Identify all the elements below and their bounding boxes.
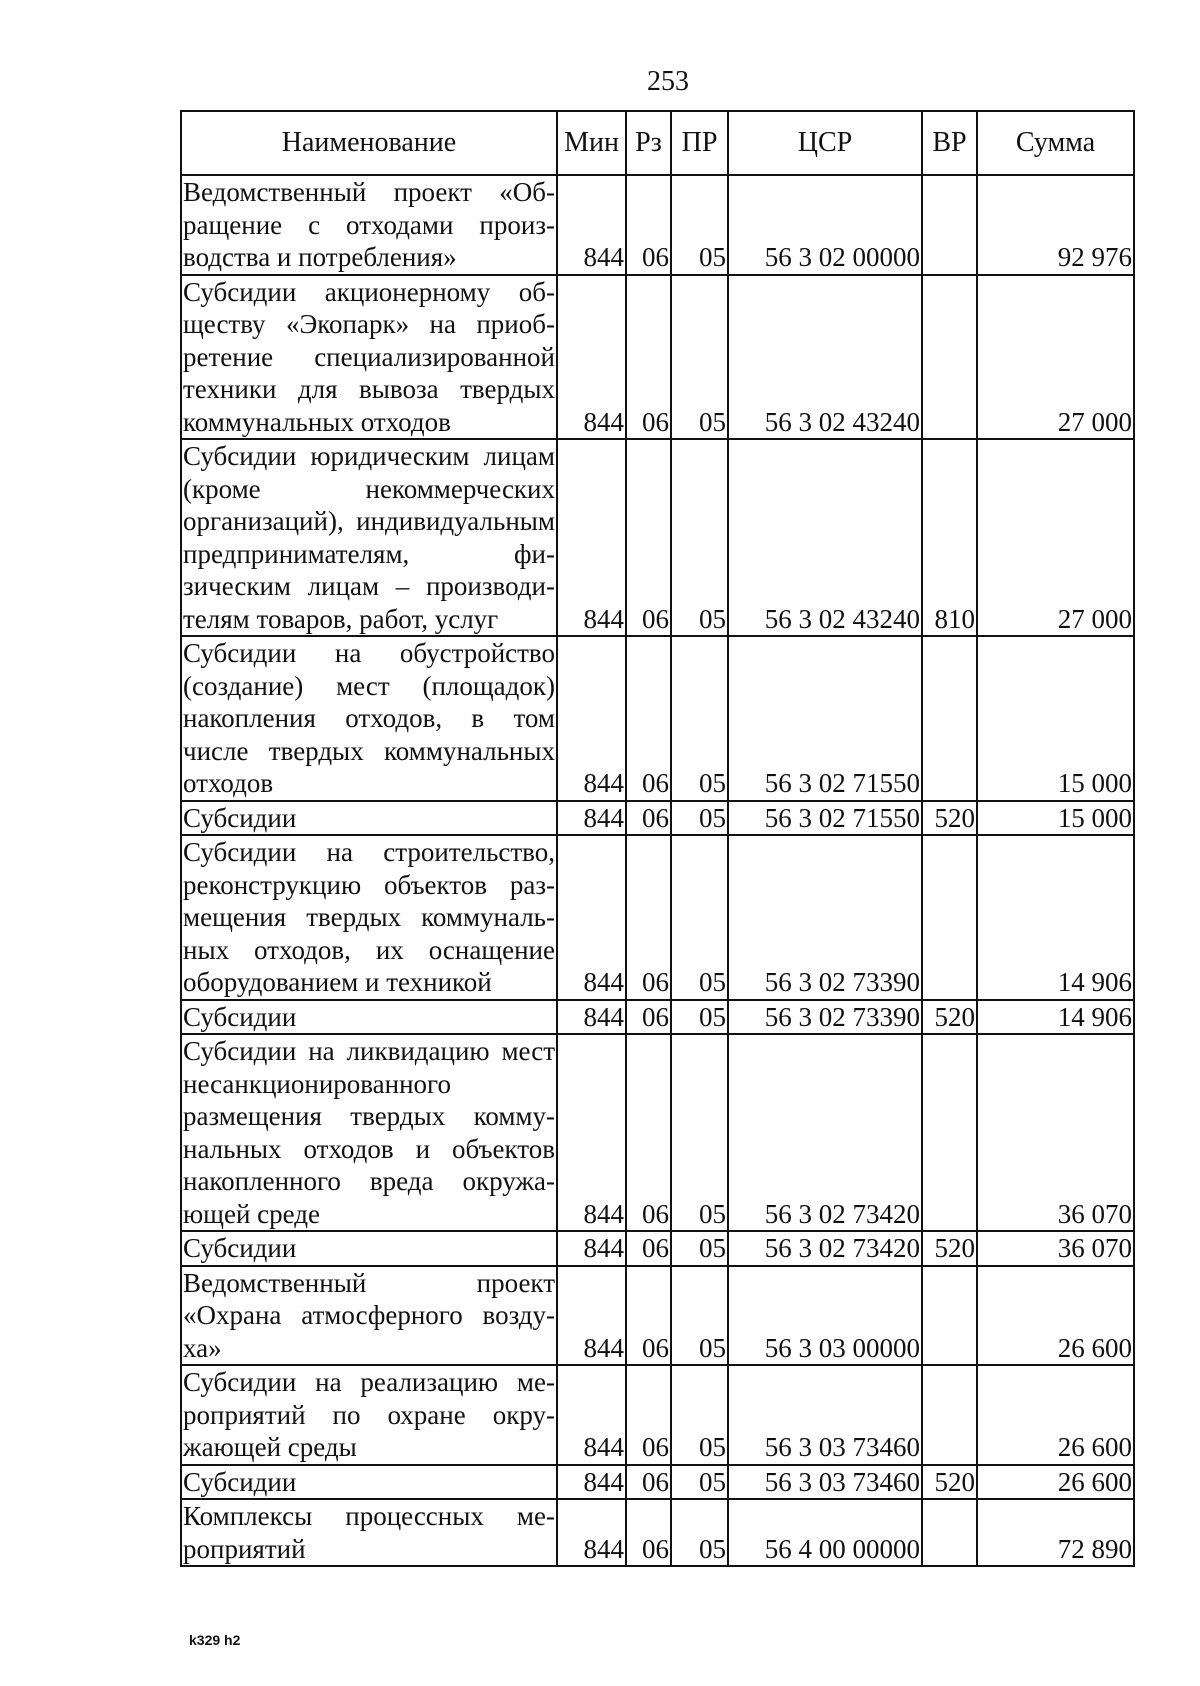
table-row xyxy=(181,1000,1134,1035)
row-sum: 14 906 xyxy=(977,835,1134,1000)
row-vr xyxy=(922,1266,977,1366)
row-sum: 92 976 xyxy=(977,175,1134,275)
footer-code: k329 h2 xyxy=(189,1632,241,1648)
row-rz: 06 xyxy=(626,1231,671,1266)
row-csr: 56 3 02 73390 xyxy=(728,835,922,1000)
table-row xyxy=(181,439,1134,636)
row-rz: 06 xyxy=(626,175,671,275)
row-min: 844 xyxy=(557,636,626,801)
row-csr: 56 3 02 73420 xyxy=(728,1034,922,1231)
table-row xyxy=(181,801,1134,836)
row-vr: 520 xyxy=(922,801,977,836)
table-row xyxy=(181,1231,1134,1266)
table-row xyxy=(181,275,1134,440)
page-number: 253 xyxy=(647,66,689,97)
row-sum: 72 890 xyxy=(977,1499,1134,1566)
row-name: Ведомственный проект «Обращение с отходами производства и потребления» xyxy=(181,175,557,275)
row-csr: 56 3 02 71550 xyxy=(728,801,922,836)
row-name: Субсидии на строительство, реконструкцию объектов размещения твердых коммунальных отходов, их оснащение оборудованием и техникой xyxy=(181,835,557,1000)
row-vr: 810 xyxy=(922,439,977,636)
row-rz: 06 xyxy=(626,439,671,636)
row-sum: 36 070 xyxy=(977,1231,1134,1266)
table-row xyxy=(181,1034,1134,1231)
row-min: 844 xyxy=(557,1266,626,1366)
header-vr: ВР xyxy=(922,111,977,175)
row-pr: 05 xyxy=(671,275,728,440)
row-vr xyxy=(922,835,977,1000)
row-name: Субсидии xyxy=(181,801,557,836)
row-vr: 520 xyxy=(922,1231,977,1266)
row-name: Комплексы процессных мероприятий xyxy=(181,1499,557,1566)
row-pr: 05 xyxy=(671,1000,728,1035)
row-sum: 26 600 xyxy=(977,1365,1134,1465)
row-rz: 06 xyxy=(626,1034,671,1231)
header-row xyxy=(181,111,1134,175)
row-rz: 06 xyxy=(626,636,671,801)
table-row xyxy=(181,175,1134,275)
row-vr: 520 xyxy=(922,1000,977,1035)
row-sum: 15 000 xyxy=(977,801,1134,836)
row-pr: 05 xyxy=(671,1365,728,1465)
row-pr: 05 xyxy=(671,1034,728,1231)
row-rz: 06 xyxy=(626,801,671,836)
row-csr: 56 3 02 73390 xyxy=(728,1000,922,1035)
row-csr: 56 3 03 73460 xyxy=(728,1465,922,1500)
row-csr: 56 3 02 00000 xyxy=(728,175,922,275)
row-min: 844 xyxy=(557,275,626,440)
header-rz: Рз xyxy=(626,111,671,175)
header-csr: ЦСР xyxy=(728,111,922,175)
row-name: Субсидии на ликвидацию мест несанкционированного размещения твердых коммунальных отходов и объектов накопленного вреда окружающей среде xyxy=(181,1034,557,1231)
row-name: Субсидии на реализацию мероприятий по охране окружающей среды xyxy=(181,1365,557,1465)
row-min: 844 xyxy=(557,1499,626,1566)
row-pr: 05 xyxy=(671,1231,728,1266)
row-pr: 05 xyxy=(671,636,728,801)
row-min: 844 xyxy=(557,1000,626,1035)
row-csr: 56 3 02 43240 xyxy=(728,439,922,636)
table-row xyxy=(181,636,1134,801)
row-min: 844 xyxy=(557,1231,626,1266)
row-vr xyxy=(922,1034,977,1231)
row-min: 844 xyxy=(557,439,626,636)
row-sum: 26 600 xyxy=(977,1266,1134,1366)
row-min: 844 xyxy=(557,801,626,836)
table-row xyxy=(181,1465,1134,1500)
table-row xyxy=(181,1365,1134,1465)
row-name: Субсидии xyxy=(181,1231,557,1266)
row-sum: 15 000 xyxy=(977,636,1134,801)
row-sum: 27 000 xyxy=(977,275,1134,440)
row-name: Субсидии юридическим лицам (кроме некоммерческих организаций), индивидуальным предпринимателям, физическим лицам – производителям товаров, работ, услуг xyxy=(181,439,557,636)
row-csr: 56 4 00 00000 xyxy=(728,1499,922,1566)
table-row xyxy=(181,1499,1134,1566)
row-vr: 520 xyxy=(922,1465,977,1500)
row-csr: 56 3 02 73420 xyxy=(728,1231,922,1266)
row-sum: 36 070 xyxy=(977,1034,1134,1231)
row-vr xyxy=(922,1365,977,1465)
row-vr xyxy=(922,275,977,440)
row-sum: 26 600 xyxy=(977,1465,1134,1500)
header-min: Мин xyxy=(557,111,626,175)
header-sum: Сумма xyxy=(977,111,1134,175)
row-vr xyxy=(922,1499,977,1566)
header-name: Наименование xyxy=(181,111,557,175)
row-pr: 05 xyxy=(671,835,728,1000)
row-min: 844 xyxy=(557,1365,626,1465)
row-pr: 05 xyxy=(671,175,728,275)
table-row xyxy=(181,835,1134,1000)
header-pr: ПР xyxy=(671,111,728,175)
row-name: Субсидии xyxy=(181,1465,557,1500)
row-rz: 06 xyxy=(626,1266,671,1366)
row-csr: 56 3 02 43240 xyxy=(728,275,922,440)
row-rz: 06 xyxy=(626,1000,671,1035)
row-pr: 05 xyxy=(671,439,728,636)
row-pr: 05 xyxy=(671,1465,728,1500)
row-min: 844 xyxy=(557,1034,626,1231)
table-row xyxy=(181,1266,1134,1366)
row-rz: 06 xyxy=(626,1365,671,1465)
row-name: Ведомственный проект «Охрана атмосферного воздуха» xyxy=(181,1266,557,1366)
budget-table xyxy=(180,110,1135,1567)
row-sum: 14 906 xyxy=(977,1000,1134,1035)
row-min: 844 xyxy=(557,175,626,275)
row-min: 844 xyxy=(557,1465,626,1500)
row-pr: 05 xyxy=(671,1266,728,1366)
row-rz: 06 xyxy=(626,1499,671,1566)
row-rz: 06 xyxy=(626,835,671,1000)
row-rz: 06 xyxy=(626,1465,671,1500)
row-csr: 56 3 02 71550 xyxy=(728,636,922,801)
row-name: Субсидии акционерному обществу «Экопарк» на приобретение специализированной техники для вывоза твердых коммунальных отходов xyxy=(181,275,557,440)
row-name: Субсидии xyxy=(181,1000,557,1035)
row-name: Субсидии на обустройство (создание) мест (площадок) накопления отходов, в том числе твердых коммунальных отходов xyxy=(181,636,557,801)
row-min: 844 xyxy=(557,835,626,1000)
row-pr: 05 xyxy=(671,801,728,836)
row-vr xyxy=(922,636,977,801)
row-csr: 56 3 03 73460 xyxy=(728,1365,922,1465)
row-pr: 05 xyxy=(671,1499,728,1566)
row-csr: 56 3 03 00000 xyxy=(728,1266,922,1366)
row-rz: 06 xyxy=(626,275,671,440)
row-sum: 27 000 xyxy=(977,439,1134,636)
row-vr xyxy=(922,175,977,275)
